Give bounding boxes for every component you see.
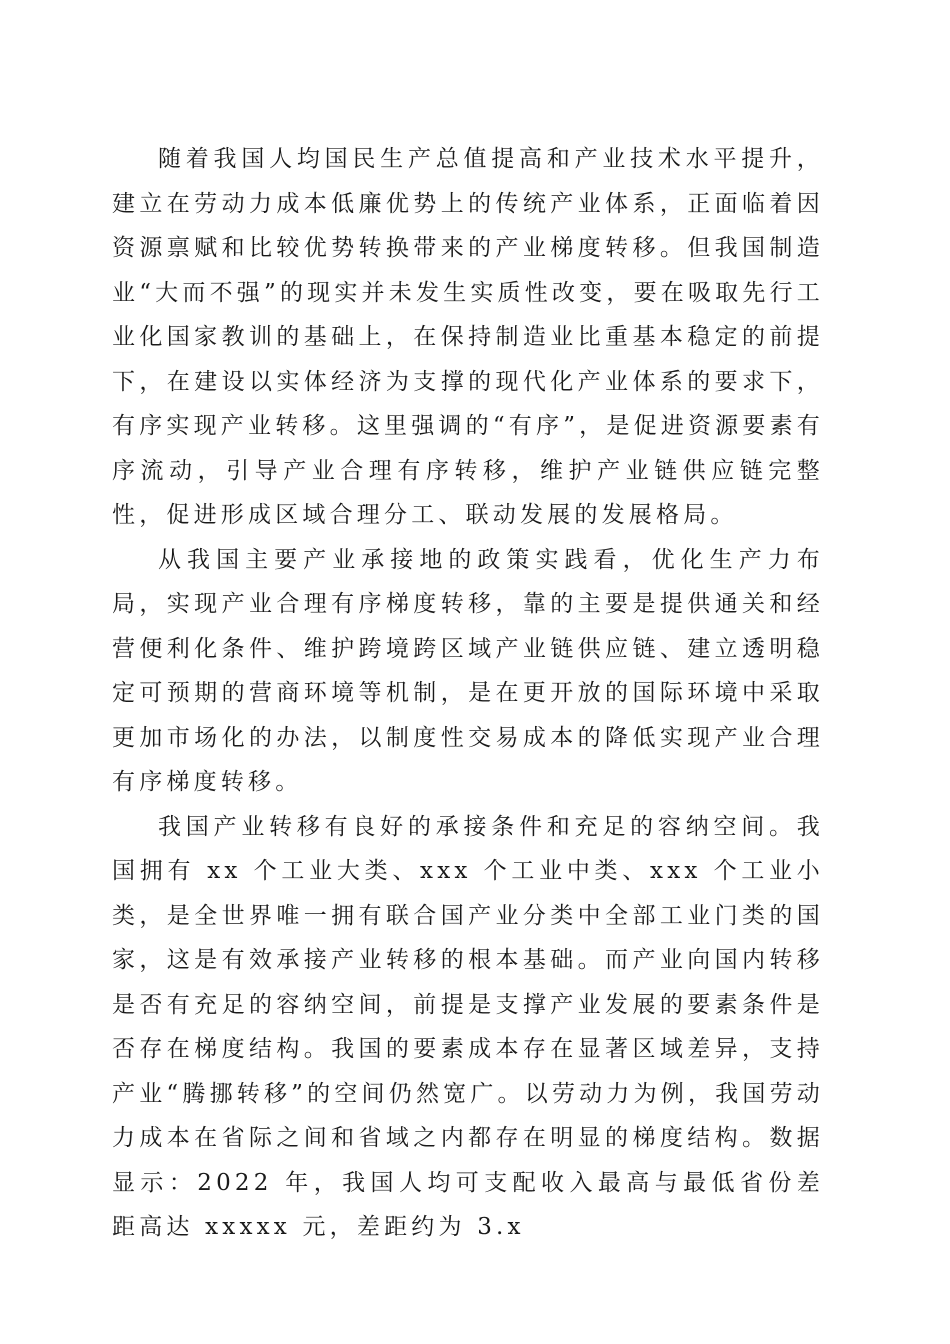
paragraph-3: 我国产业转移有良好的承接条件和充足的容纳空间。我国拥有 xx 个工业大类、xxx 个工业中类、xxx 个工业小类，是全世界唯一拥有联合国产业分类中全部工业门类的国家，这是有效承接产业转移的根本基础。而产业向国内转移是否有充足的容纳空间，前提是支撑产业发展的要素条件是否存在梯度结构。我国的要素成本存在显著区域差异，支持产业“腾挪转移”的空间仍然宽广。以劳动力为例，我国劳动力成本在省际之间和省域之内都存在明显的梯度结构。数据显示：2022 年，我国人均可支配收入最高与最低省份差距高达 xxxxx 元，差距约为 3.x xyxy=(112,813,824,1240)
paragraph-1: 随着我国人均国民生产总值提高和产业技术水平提升，建立在劳动力成本低廉优势上的传统产业体系，正面临着因资源禀赋和比较优势转换带来的产业梯度转移。但我国制造业“大而不强”的现实并未发生实质性改变，要在吸取先行工业化国家教训的基础上，在保持制造业比重基本稳定的前提下，在建设以实体经济为支撑的现代化产业体系的要求下，有序实现产业转移。这里强调的“有序”，是促进资源要素有序流动，引导产业合理有序转移，维护产业链供应链完整性，促进形成区域合理分工、联动发展的发展格局。 xyxy=(112,146,824,528)
document-body xyxy=(112,137,824,1250)
paragraph-2: 从我国主要产业承接地的政策实践看，优化生产力布局，实现产业合理有序梯度转移，靠的主要是提供通关和经营便利化条件、维护跨境跨区域产业链供应链、建立透明稳定可预期的营商环境等机制，是在更开放的国际环境中采取更加市场化的办法，以制度性交易成本的降低实现产业合理有序梯度转移。 xyxy=(112,546,824,795)
